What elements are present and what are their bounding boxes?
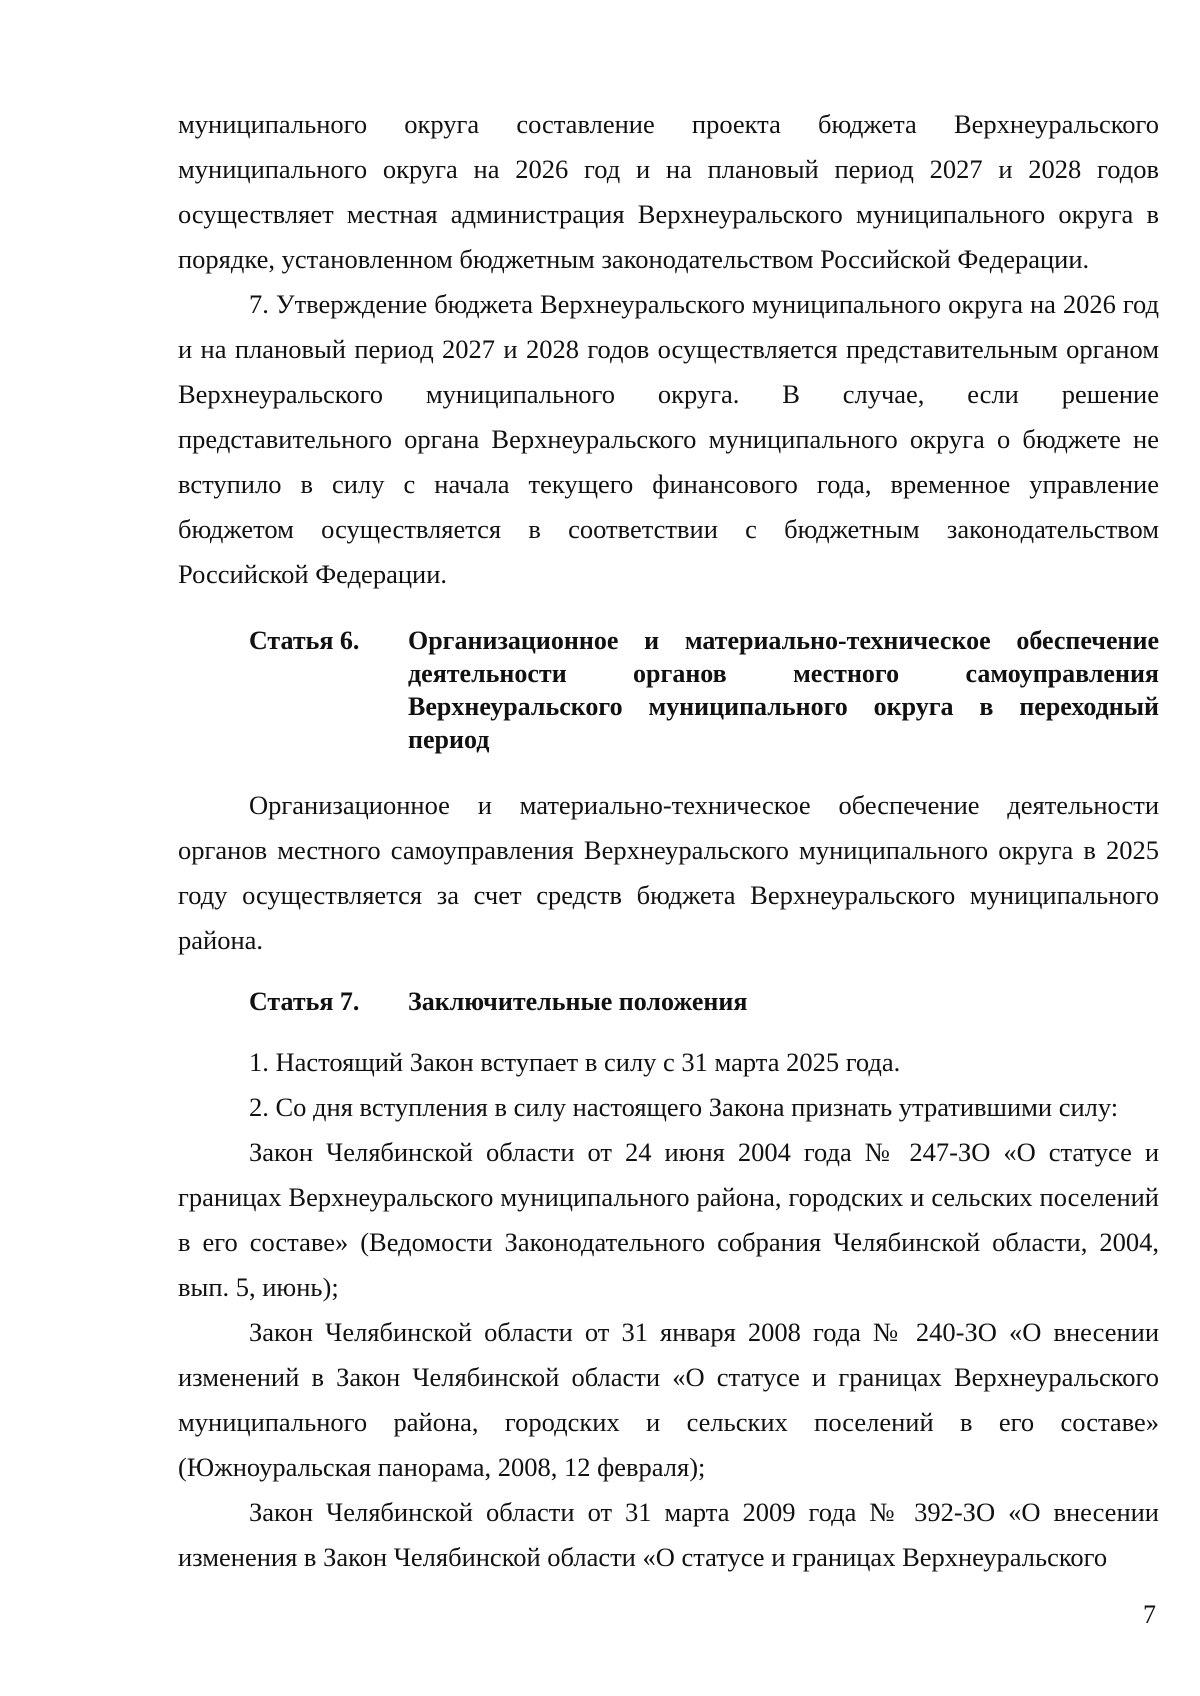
article-7-number: Статья 7. (249, 987, 360, 1016)
article-7-item: Закон Челябинской области от 31 марта 2009 года № 392-ЗО «О внесении изменения в Закон Челябинской области «О статусе и границах Верхнеуральского (178, 1497, 1159, 1572)
page-content (178, 102, 1159, 1580)
paragraph-item-7: 7. Утверждение бюджета Верхнеуральского муниципального округа на 2026 год и на плановый период 2027 и 2028 годов осуществляется представительным органом Верхнеуральского муниципального округа. В случае, если решение представительного органа Верхнеуральского муниципального округа о бюджете не вступило в силу с начала текущего финансового года, временное управление бюджетом осуществляется в соответствии с бюджетным законодательством Российской Федерации. (178, 289, 1159, 589)
paragraph-continuation: муниципального округа составление проекта бюджета Верхнеуральского муниципального округа на 2026 год и на плановый период 2027 и 2028 годов осуществляет местная администрация Верхнеуральского муниципального округа в порядке, установленном бюджетным законодательством Российской Федерации. (178, 109, 1159, 274)
article-7-item: Закон Челябинской области от 31 января 2008 года № 240-ЗО «О внесении изменений в Закон Челябинской области «О статусе и границах Верхнеуральского муниципального района, городских и сельских поселений в его составе» (Южноуральская панорама, 2008, 12 февраля); (178, 1317, 1159, 1482)
article-6-heading (178, 624, 1159, 756)
article-7-item: 2. Со дня вступления в силу настоящего Закона признать утратившими силу: (249, 1092, 1119, 1122)
article-6-title: Организационное и материально-техническое обеспечение деятельности органов местного самоуправления Верхнеуральского муниципального округа в переходный период (408, 626, 1159, 754)
article-7-heading (178, 985, 1159, 1018)
article-7-item: 1. Настоящий Закон вступает в силу с 31 марта 2025 года. (249, 1047, 901, 1077)
page-number: 7 (1143, 1600, 1156, 1629)
article-6-number: Статья 6. (249, 626, 360, 655)
article-7-title: Заключительные положения (408, 987, 748, 1016)
article-6-body: Организационное и материально-техническое обеспечение деятельности органов местного самоуправления Верхнеуральского муниципального округа в 2025 году осуществляется за счет средств бюджета Верхнеуральского муниципального района. (178, 790, 1159, 955)
article-7-item: Закон Челябинской области от 24 июня 2004 года № 247-ЗО «О статусе и границах Верхнеуральского муниципального района, городских и сельских поселений в его составе» (Ведомости Законодательного собрания Челябинской области, 2004, вып. 5, июнь); (178, 1137, 1159, 1302)
